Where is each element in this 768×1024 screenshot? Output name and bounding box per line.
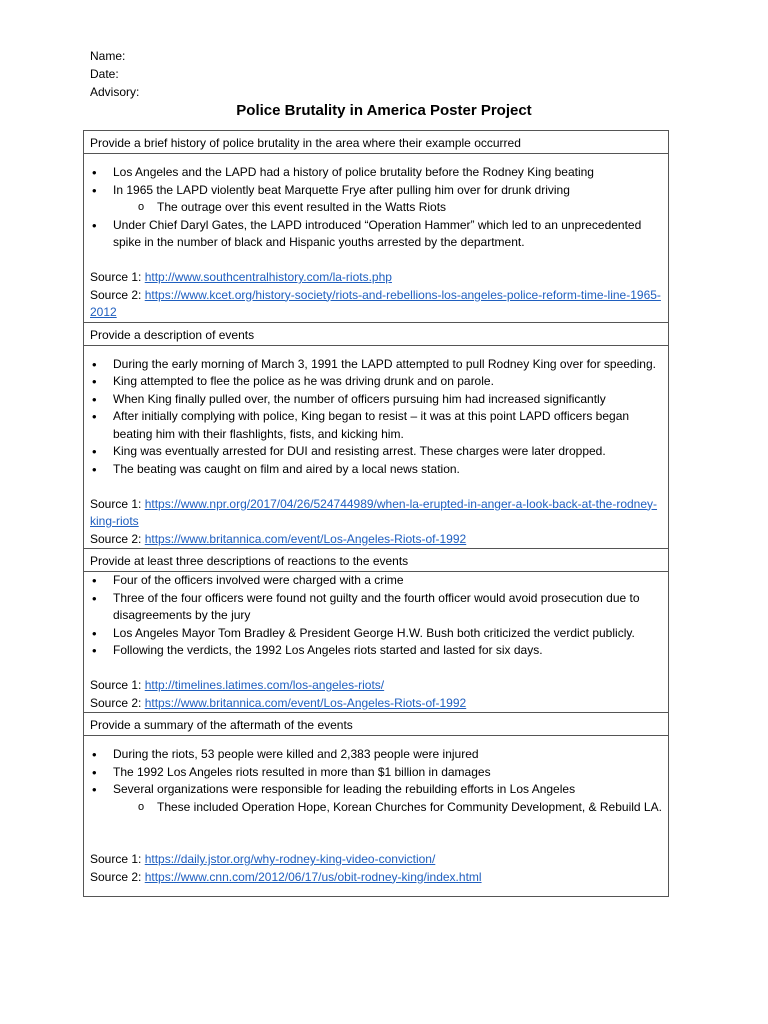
list-item: • Following the verdicts, the 1992 Los Angeles riots started and lasted for six days. [90, 642, 662, 660]
list-item: • During the riots, 53 people were killed and 2,383 people were injured [90, 746, 662, 764]
source-link[interactable]: http://timelines.latimes.com/los-angeles-riots/ [144, 678, 385, 692]
list-item: • The 1992 Los Angeles riots resulted in more than $1 billion in damages [90, 764, 662, 782]
source-2 [90, 287, 662, 322]
source-label: Source 2: [90, 695, 142, 710]
source-link[interactable]: https://www.kcet.org/history-society/riots-and-rebellions-los-angeles-police-reform-time-line-1965-2012 [90, 287, 661, 319]
bullet-list [90, 572, 662, 660]
list-item: • The beating was caught on film and aired by a local news station. [90, 461, 662, 479]
source-2 [90, 531, 662, 549]
source-label: Source 2: [90, 287, 142, 302]
section-history-heading: Provide a brief history of police brutality in the area where their example occurred [84, 131, 668, 154]
source-1 [90, 496, 662, 531]
list-item: • Three of the four officers were found not guilty and the fourth officer would avoid prosecution due to disagreements by the jury [90, 590, 662, 625]
list-item: • Under Chief Daryl Gates, the LAPD introduced “Operation Hammer” which led to an unprecedented spike in the number of black and Hispanic youths arrested by the department. [90, 217, 662, 252]
list-item: • After initially complying with police, King began to resist – it was at this point LAPD officers began beating him with their flashlights, fists, and kicking him. [90, 408, 662, 443]
section-events-heading: Provide a description of events [84, 323, 668, 346]
advisory-label: Advisory: [90, 85, 140, 99]
source-label: Source 1: [90, 678, 142, 692]
bullet-list [90, 356, 662, 479]
source-link[interactable]: https://www.britannica.com/event/Los-Angeles-Riots-of-1992 [144, 695, 467, 710]
list-item: • King was eventually arrested for DUI and resisting arrest. These charges were later dropped. [90, 443, 662, 461]
list-item: • Los Angeles and the LAPD had a history of police brutality before the Rodney King beating [90, 164, 662, 182]
project-table [83, 130, 669, 897]
source-link[interactable]: https://www.npr.org/2017/04/26/524744989/when-la-erupted-in-anger-a-look-back-at-the-rodney-king-riots [90, 496, 658, 528]
list-item: • Several organizations were responsible for leading the rebuilding efforts in Los Angeles [90, 781, 662, 799]
source-2 [90, 695, 662, 713]
bullet-list [90, 746, 662, 816]
source-1 [90, 269, 662, 287]
source-2 [90, 869, 662, 887]
source-label: Source 1: [90, 270, 142, 284]
source-label: Source 1: [90, 496, 142, 511]
section-events-body [84, 346, 668, 550]
section-reactions-body [84, 572, 668, 713]
source-link[interactable]: https://www.cnn.com/2012/06/17/us/obit-rodney-king/index.html [144, 869, 482, 884]
list-item: • Four of the officers involved were charged with a crime [90, 572, 662, 590]
student-info-fields [90, 47, 139, 101]
source-1 [90, 851, 662, 869]
section-reactions-heading: Provide at least three descriptions of reactions to the events [84, 549, 668, 572]
section-aftermath-heading: Provide a summary of the aftermath of the events [84, 713, 668, 736]
list-item: • In 1965 the LAPD violently beat Marquette Frye after pulling him over for drunk driving [90, 182, 662, 200]
list-item: • When King finally pulled over, the number of officers pursuing him had increased significantly [90, 391, 662, 409]
name-label: Name: [90, 49, 126, 63]
source-link[interactable]: http://www.southcentralhistory.com/la-riots.php [144, 270, 392, 284]
source-label: Source 2: [90, 531, 142, 546]
list-item: • King attempted to flee the police as he was driving drunk and on parole. [90, 373, 662, 391]
source-label: Source 1: [90, 852, 142, 866]
bullet-list [90, 164, 662, 252]
section-aftermath-body [84, 736, 668, 896]
list-item: o These included Operation Hope, Korean Churches for Community Development, & Rebuild LA. [90, 799, 662, 817]
source-link[interactable]: https://daily.jstor.org/why-rodney-king-video-conviction/ [144, 852, 436, 866]
date-label: Date: [90, 67, 119, 81]
source-link[interactable]: https://www.britannica.com/event/Los-Angeles-Riots-of-1992 [144, 531, 467, 546]
list-item: • Los Angeles Mayor Tom Bradley & President George H.W. Bush both criticized the verdict publicly. [90, 625, 662, 643]
list-item: • During the early morning of March 3, 1991 the LAPD attempted to pull Rodney King over for speeding. [90, 356, 662, 374]
section-history-body [84, 154, 668, 323]
page-title: Police Brutality in America Poster Project [236, 102, 532, 119]
source-1 [90, 677, 662, 695]
list-item: o The outrage over this event resulted in the Watts Riots [90, 199, 662, 217]
source-label: Source 2: [90, 869, 142, 884]
